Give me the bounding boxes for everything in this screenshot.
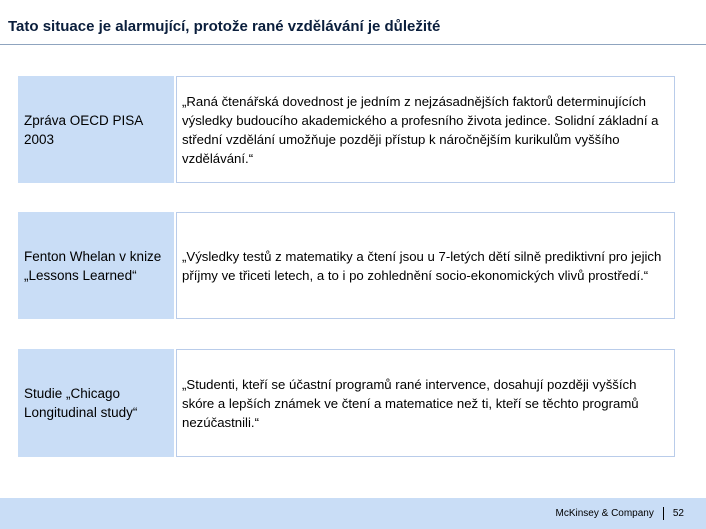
company-name: McKinsey & Company — [555, 508, 654, 519]
quote-text: „Výsledky testů z matematiky a čtení jsou u 7-letých dětí silně prediktivní pro jejich příjmy ve třiceti letech, a to i po zohlednění socio-ekonomických vlivů prostředí.“ — [176, 212, 675, 319]
source-label: Fenton Whelan v knize „Lessons Learned“ — [18, 212, 174, 319]
footer-separator — [663, 507, 664, 520]
quote-text: „Raná čtenářská dovednost je jedním z nejzásadnějších faktorů determinujících výsledky budoucího akademického a profesního života jedince. Solidní základní a střední vzdělání umožňuje později přístup k náročnějším kurikulům vyššího vzdělávání.“ — [176, 76, 675, 183]
source-label: Zpráva OECD PISA 2003 — [18, 76, 174, 183]
quote-row — [18, 349, 675, 457]
footer-bar — [0, 498, 706, 529]
quote-text: „Studenti, kteří se účastní programů rané intervence, dosahují později vyšších skóre a lepších známek ve čtení a matematice než ti, kteří se těchto programů nezúčastnili.“ — [176, 349, 675, 457]
page-title: Tato situace je alarmující, protože rané vzdělávání je důležité — [8, 18, 441, 35]
source-label: Studie „Chicago Longitudinal study“ — [18, 349, 174, 457]
footer-info — [556, 507, 685, 520]
quote-row — [18, 212, 675, 319]
quote-row — [18, 76, 675, 183]
title-divider — [0, 44, 706, 45]
page-number: 52 — [672, 508, 684, 519]
